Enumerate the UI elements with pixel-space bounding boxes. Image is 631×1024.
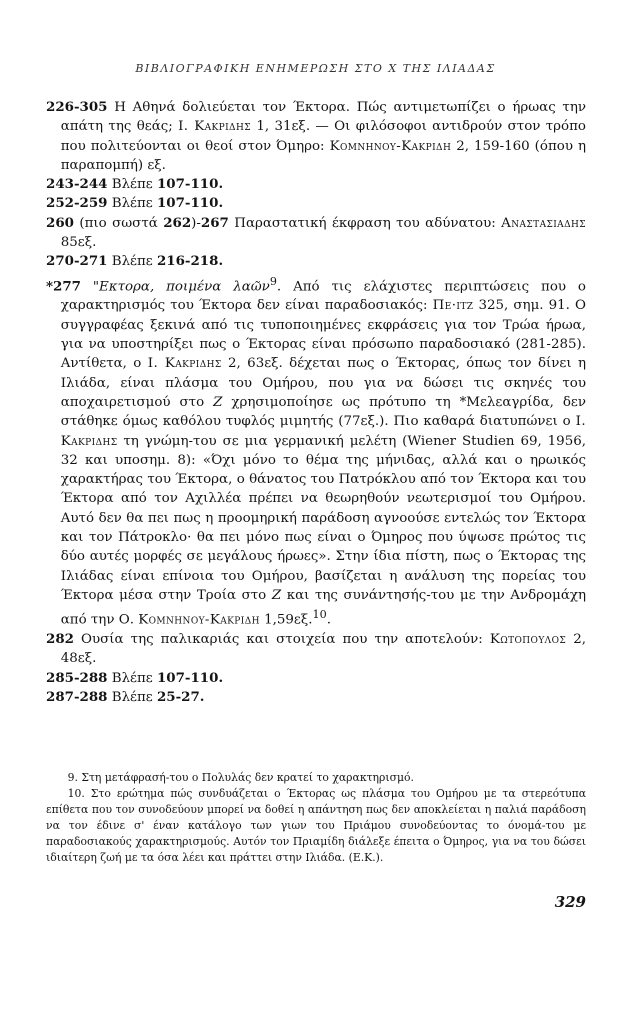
entry-260-267 — [46, 214, 586, 253]
entry-text: 85εξ. — [60, 235, 97, 251]
author-name: Ι. Κακριδης — [147, 356, 222, 372]
footnote-10: 10. Στο ερώτημα πώς συνδυάζεται ο Έκτορας ως πλάσμα του Ομήρου με τα στερεότυπα επίθετα που τον συνοδεύουν μπορεί να δοθεί η απάντηση πως δεν αποκλείεται η παλιά παράδοση να τον έδινε σ' έναν κατάλογο των γιων του Πριάμου συνοδεύοντας το όνομά-του με παραδοσιακούς χαρακτηρισμούς. Αυτόν τον Πριαμίδη διάλεξε έπειτα ο Όμηρος, για να του δώσει ιδιαίτερη ζωή με τα όσα λέει και πράττει στην Ιλιάδα. (Ε.Κ.). — [46, 787, 586, 864]
entry-text: )- — [191, 215, 201, 231]
line-ref: 285-288 — [46, 669, 108, 686]
page-number: 329 — [554, 893, 586, 911]
line-ref: 226-305 — [46, 99, 108, 115]
entry-text: τη γνώμη-του σε μια γερμανική μελέτη (Wiener Studien 69, 1956, 32 και υποσημ. 8): «Όχι μόνο το θέμα της μήνιδας, αλλά και ο ηρωικός χαρακτήρας του Έκτορα, ο θάνατος του Πατρόκλου από τον Έκτορα και του Έκτορα από τον Αχιλλέα πρέπει να θεωρηθούν νεωτερισμοί του Ομήρου. Αυτό δεν θα πει πως η προομηρική παράδοση αγνοούσε εντελώς τον Έκτορα και τον Πάτροκλο· θα πει μόνο πως είναι ο Όμηρος που ύψωσε πρώτος τις δύο αυτές μορφές σε μεγάλους ήρωες». Στην ίδια πίστη, πως ο Έκτορας της Ιλιάδας είναι επίνοια του Ομήρου, βασίζεται η ανάλυση της πορείας του Έκτορα μέσα στην Τροία στο — [60, 433, 586, 603]
entry-text: 2, 159-160 (όπου η παραπομπή) εξ. — [60, 138, 586, 173]
entry-277 — [46, 272, 586, 630]
entry-285-288 — [46, 669, 586, 688]
running-header: ΒΙΒΛΙΟΓΡΑΦΙΚΗ ΕΝΗΜΕΡΩΣΗ ΣΤΟ Χ ΤΗΣ ΙΛΙΑΔΑΣ — [135, 62, 496, 75]
entry-text: και της συνάντησής-του με την Ανδρομάχη από την Ο. — [60, 587, 586, 628]
author-name: Ι. Κακριδης — [60, 414, 586, 449]
entry-text: Βλέπε — [107, 670, 157, 686]
line-ref: *277 — [46, 278, 81, 295]
cross-ref: 107-110. — [156, 195, 224, 212]
entry-282 — [46, 630, 586, 669]
book-letter: Ζ — [271, 587, 282, 603]
line-ref: 252-259 — [46, 195, 108, 212]
footnotes — [46, 770, 586, 866]
footnote-9: 9. Στη μετάφρασή-του ο Πολυλάς δεν κρατεί το χαρακτηρισμό. — [67, 771, 414, 784]
author-name: Αναστασιαδης — [501, 215, 586, 231]
entry-text: 2, 63εξ. δέχεται πως ο Έκτορας, όπως τον δίνει η Ιλιάδα, είναι πλάσμα του Ομήρου, που για να δώσει τις σκηνές του αποχαιρετισμού στο — [60, 356, 586, 410]
entry-text: 1, 31εξ. — Οι φιλόσοφοι αντιδρούν στον τρόπο που πολιτεύονται οι θεοί στον Όμηρο: — [60, 119, 586, 154]
entry-252-259 — [46, 194, 586, 213]
line-ref: 287-288 — [46, 688, 108, 705]
entry-text: 1,59εξ. — [259, 612, 313, 628]
author-name: Πε·ιτz — [432, 298, 474, 314]
footnote-marker: 9 — [269, 274, 277, 288]
author-name: Ι. Κακριδης — [178, 119, 251, 135]
entry-text: Βλέπε — [107, 196, 157, 212]
entry-text: Βλέπε — [107, 689, 157, 705]
entry-text: . — [326, 612, 331, 628]
line-ref: 260 — [46, 214, 74, 231]
entry-text: Ουσία της παλικαριάς και στοιχεία που την αποτελούν: — [73, 631, 490, 647]
line-ref: 270-271 — [46, 253, 108, 270]
cross-ref: 25-27. — [156, 688, 205, 705]
entry-text: . Από τις ελάχιστες περιπτώσεις που ο χαρακτηρισμός του Έκτορα δεν είναι παραδοσιακός: — [60, 279, 586, 314]
entry-text: (πιο σωστά — [73, 215, 164, 231]
entry-text: Βλέπε — [107, 177, 157, 193]
line-ref: 262 — [163, 214, 192, 231]
entry-243-244 — [46, 175, 586, 194]
commentary-body — [46, 98, 586, 707]
author-name: Κομνηνου-Κακριδη — [329, 138, 452, 154]
line-ref: 243-244 — [46, 176, 108, 193]
line-ref: 267 — [200, 214, 229, 231]
entry-226-305 — [46, 98, 586, 175]
entry-287-288 — [46, 688, 586, 707]
cross-ref: 107-110. — [156, 176, 224, 193]
entry-text: 325, σημ. 91. Ο συγγραφέας ξεκινά από τις τυποποιημένες εκφράσεις για τον Τρώα ήρωα, για να υποστηρίξει πως ο Έκτορας είναι πρόσωπο παραδοσιακό (281-285). Αντίθετα, ο — [60, 298, 586, 372]
cross-ref: 107-110. — [156, 669, 224, 686]
entry-text: χρησιμοποίησε ως πρότυπο τη *Μελεαγρίδα, δεν στάθηκε όμως καθόλου τυφλός μιμητής (77εξ.). Πιο καθαρά διατυπώνει ο — [60, 394, 586, 430]
line-ref: 282 — [46, 630, 74, 647]
entry-text: Η Αθηνά δολιεύεται τον Έκτορα. Πώς αντιμετωπίζει ο ήρωας την απάτη της θεάς; — [60, 100, 586, 135]
cross-ref: 216-218. — [156, 253, 224, 270]
author-name: Κομνηνου-Κακριδη — [138, 612, 260, 628]
entry-text: 2, 48εξ. — [60, 631, 586, 667]
entry-270-271 — [46, 252, 586, 271]
quoted-phrase: "Εκτορα, ποιμένα λαῶν — [80, 279, 270, 295]
entry-text: Βλέπε — [107, 254, 157, 270]
entry-text: Παραστατική έκφραση του αδύνατου: — [228, 215, 502, 231]
footnote-marker: 10 — [312, 608, 327, 622]
author-name: Κωτοπουλος — [489, 631, 567, 647]
book-letter: Ζ — [213, 394, 223, 410]
